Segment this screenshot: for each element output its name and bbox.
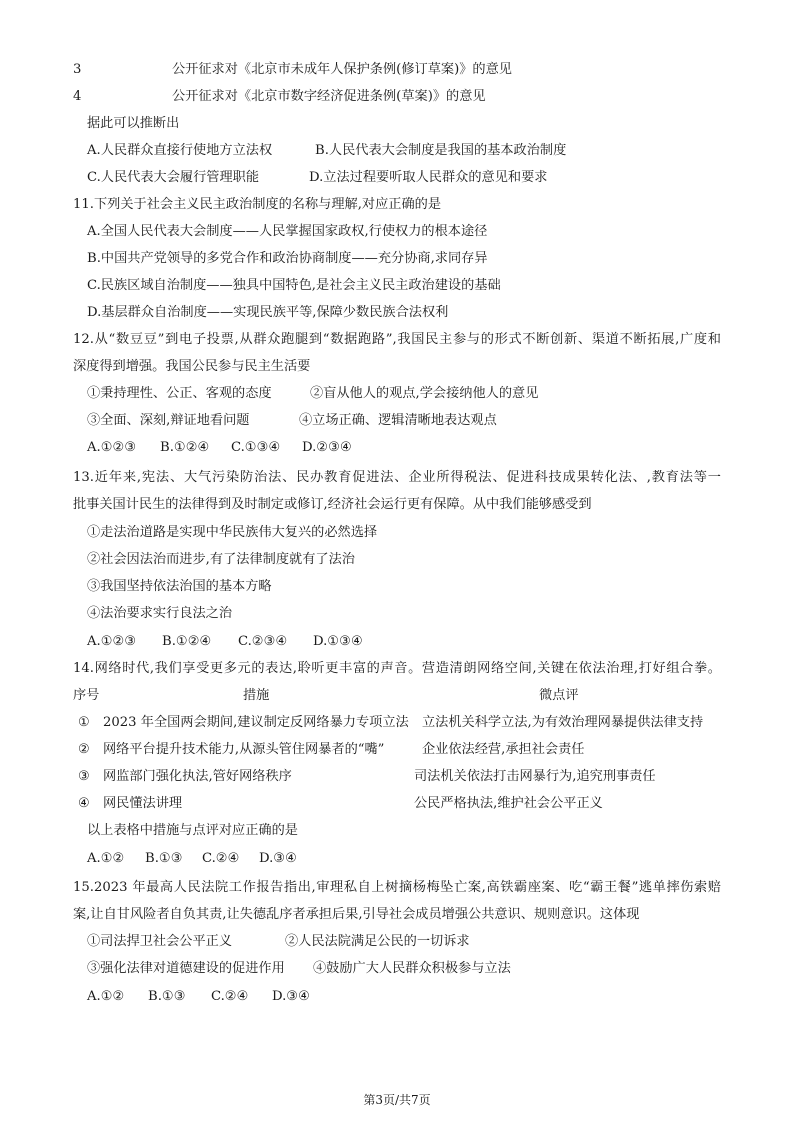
q15-stem: 15.2023 年最高人民法院工作报告指出,审理私自上树摘杨梅坠亡案,高铁霸座案、吃“霸王餐”逃单摔伤索赔 bbox=[73, 880, 721, 895]
statement-item: ②盲从他人的观点,学会接纳他人的意见 bbox=[310, 386, 539, 401]
row-comment: 公民严格执法,维护社会公平正义 bbox=[414, 796, 603, 811]
choice-b: B.①③ bbox=[148, 989, 186, 1004]
q13-item: ②社会因法治而进步,有了法律制度就有了法治 bbox=[87, 552, 355, 567]
choice-d: D.③④ bbox=[259, 851, 297, 866]
choice-c: C.②④ bbox=[211, 989, 249, 1004]
q10-options-row bbox=[0, 141, 794, 161]
row-no: ② bbox=[78, 742, 90, 757]
q10-stem: 据此可以推断出 bbox=[87, 116, 180, 131]
intro-table-row bbox=[0, 60, 794, 80]
q11-option: B.中国共产党领导的多党合作和政治协商制度——充分协商,求同存异 bbox=[87, 251, 488, 266]
choice-c: C.②④ bbox=[202, 851, 240, 866]
choice-c: C.①③④ bbox=[231, 440, 281, 455]
q14-stem: 14.网络时代,我们享受更多元的表达,聆听更丰富的声音。营造清朗网络空间,关键在依法治理,打好组合拳。 bbox=[73, 661, 721, 676]
row-measure: 网监部门强化执法,管好网络秩序 bbox=[103, 769, 292, 784]
q13-stem: 13.近年来,宪法、大气污染防治法、民办教育促进法、企业所得税法、促进科技成果转化法、,教育法等一 bbox=[73, 470, 721, 485]
statement-item: ④鼓励广大人民群众积极参与立法 bbox=[313, 961, 511, 976]
q11-option: C.民族区域自治制度——独具中国特色,是社会主义民主政治建设的基础 bbox=[87, 278, 501, 293]
statement-item: ③强化法律对道德建设的促进作用 bbox=[87, 961, 285, 976]
choice-b: B.①②④ bbox=[162, 634, 212, 649]
choice-a: A.①② bbox=[87, 851, 125, 866]
statement-item: ①司法捍卫社会公平正义 bbox=[87, 934, 233, 949]
q15-choices bbox=[0, 987, 794, 1007]
choice-d: D.①③④ bbox=[313, 634, 363, 649]
option-a: A.人民群众直接行使地方立法权 bbox=[87, 143, 273, 158]
q11-stem: 11.下列关于社会主义民主政治制度的名称与理解,对应正确的是 bbox=[73, 197, 442, 212]
choice-a: A.①②③ bbox=[87, 634, 137, 649]
header-measure: 措施 bbox=[243, 688, 270, 703]
q14-question: 以上表格中措施与点评对应正确的是 bbox=[87, 823, 298, 838]
q13-choices bbox=[0, 632, 794, 652]
q15-stem: 案,让自甘风险者自负其责,让失德乱序者承担后果,引导社会成员增强公共意识、规则意识。这体现 bbox=[73, 907, 640, 922]
choice-d: D.③④ bbox=[272, 989, 310, 1004]
q15-items-row bbox=[0, 932, 794, 952]
q12-items-row bbox=[0, 384, 794, 404]
option-c: C.人民代表大会履行管理职能 bbox=[87, 170, 260, 185]
choice-a: A.①②③ bbox=[87, 440, 137, 455]
q11-option: D.基层群众自治制度——实现民族平等,保障少数民族合法权利 bbox=[87, 305, 449, 320]
q14-choices bbox=[0, 849, 794, 869]
q14-table-row bbox=[0, 767, 794, 787]
statement-item: ④立场正确、逻辑清晰地表达观点 bbox=[299, 413, 497, 428]
choice-d: D.②③④ bbox=[302, 440, 352, 455]
choice-b: B.①②④ bbox=[160, 440, 210, 455]
q13-item: ③我国坚持依法治国的基本方略 bbox=[87, 579, 272, 594]
q13-item: ④法治要求实行良法之治 bbox=[87, 606, 233, 621]
q15-items-row bbox=[0, 959, 794, 979]
row-comment: 司法机关依法打击网暴行为,追究刑事责任 bbox=[414, 769, 656, 784]
row-no: ① bbox=[78, 715, 90, 730]
row-number: 4 bbox=[73, 89, 82, 104]
row-measure: 2023 年全国两会期间,建议制定反网络暴力专项立法 bbox=[103, 715, 409, 730]
row-comment: 立法机关科学立法,为有效治理网暴提供法律支持 bbox=[422, 715, 704, 730]
q12-items-row bbox=[0, 411, 794, 431]
statement-item: ③全面、深刻,辩证地看问题 bbox=[87, 413, 250, 428]
row-text: 公开征求对《北京市未成年人保护条例(修订草案)》的意见 bbox=[172, 62, 512, 77]
q14-table-row bbox=[0, 713, 794, 733]
q11-option: A.全国人民代表大会制度——人民掌握国家政权,行使权力的根本途径 bbox=[87, 224, 488, 239]
option-d: D.立法过程要听取人民群众的意见和要求 bbox=[309, 170, 548, 185]
choice-b: B.①③ bbox=[145, 851, 183, 866]
q14-table-header bbox=[0, 686, 794, 706]
option-b: B.人民代表大会制度是我国的基本政治制度 bbox=[315, 143, 567, 158]
row-text: 公开征求对《北京市数字经济促进条例(草案)》的意见 bbox=[172, 89, 486, 104]
header-no: 序号 bbox=[73, 688, 100, 703]
intro-table-row bbox=[0, 87, 794, 107]
statement-item: ①秉持理性、公正、客观的态度 bbox=[87, 386, 272, 401]
row-measure: 网民懂法讲理 bbox=[103, 796, 183, 811]
q13-stem: 批事关国计民生的法律得到及时制定或修订,经济社会运行更有保障。从中我们能够感受到 bbox=[73, 497, 592, 512]
row-no: ④ bbox=[78, 796, 90, 811]
q12-stem: 12.从“数豆豆”到电子投票,从群众跑腿到“数据跑路”,我国民主参与的形式不断创新、渠道不断拓展,广度和 bbox=[73, 332, 721, 347]
page-number-footer: 第3页/共7页 bbox=[363, 1093, 431, 1107]
q14-table-row bbox=[0, 740, 794, 760]
choice-c: C.②③④ bbox=[238, 634, 288, 649]
row-measure: 网络平台提升技术能力,从源头管住网暴者的“嘴” bbox=[103, 742, 385, 757]
row-comment: 企业依法经营,承担社会责任 bbox=[422, 742, 585, 757]
q12-stem: 深度得到增强。我国公民参与民主生活要 bbox=[73, 359, 311, 374]
q10-options-row bbox=[0, 168, 794, 188]
choice-a: A.①② bbox=[87, 989, 125, 1004]
row-no: ③ bbox=[78, 769, 90, 784]
header-comment: 微点评 bbox=[539, 688, 579, 703]
row-number: 3 bbox=[73, 62, 82, 77]
q12-choices bbox=[0, 438, 794, 458]
q14-table-row bbox=[0, 794, 794, 814]
q13-item: ①走法治道路是实现中华民族伟大复兴的必然选择 bbox=[87, 525, 378, 540]
statement-item: ②人民法院满足公民的一切诉求 bbox=[285, 934, 470, 949]
